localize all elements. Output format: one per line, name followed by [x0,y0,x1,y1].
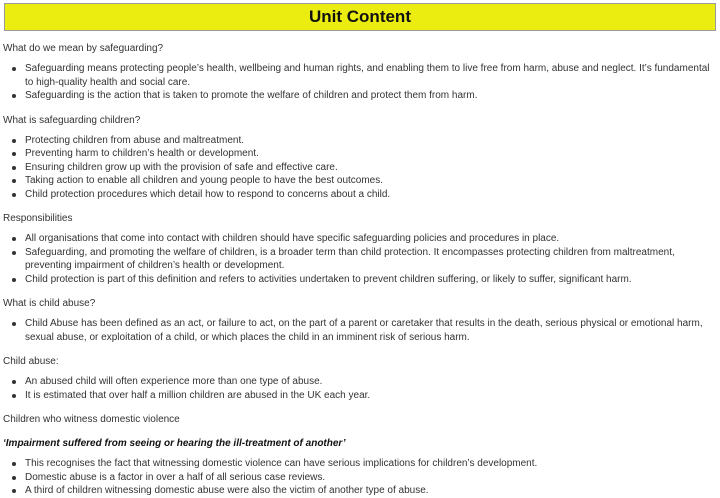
list-item: This recognises the fact that witnessing domestic violence can have serious implications for children’s development. [25,457,714,471]
page-title: Unit Content [309,7,411,26]
list-item: Taking action to enable all children and young people to have the best outcomes. [25,174,714,188]
list-item: Safeguarding, and promoting the welfare of children, is a broader term than child protection. It encompasses protecting children from maltreatment, preventing impairment of children’s health or development. [25,246,714,273]
list-item: An abused child will often experience more than one type of abuse. [25,375,714,389]
list-item: A third of children witnessing domestic abuse were also the victim of another type of abuse. [25,484,714,498]
section-heading-domestic-violence: Children who witness domestic violence [3,414,180,425]
bullet-list-child-abuse [3,317,714,344]
list-item: Child protection procedures which detail how to respond to concerns about a child. [25,188,714,202]
content-body [0,42,720,498]
unit-content-header [4,3,716,31]
bullet-list-safeguarding-children [3,134,714,202]
section-heading-safeguarding-meaning: What do we mean by safeguarding? [3,43,164,54]
list-item: Child protection is part of this definition and refers to activities undertaken to prevent children suffering, or likely to suffer, significant harm. [25,273,714,287]
section-heading-child-abuse: What is child abuse? [3,298,96,309]
list-item: Safeguarding means protecting people’s health, wellbeing and human rights, and enabling them to live free from harm, abuse and neglect. It’s fundamental to high-quality health and social care. [25,62,714,89]
bullet-list-domestic-violence [3,457,714,498]
list-item: Safeguarding is the action that is taken to promote the welfare of children and protect them from harm. [25,89,714,103]
section-heading-safeguarding-children: What is safeguarding children? [3,114,141,126]
impairment-quote: ‘Impairment suffered from seeing or hearing the ill-treatment of another’ [3,438,346,449]
bullet-list-responsibilities [3,232,714,286]
list-item: All organisations that come into contact with children should have specific safeguarding policies and procedures in place. [25,232,714,246]
list-item: Domestic abuse is a factor in over a half of all serious case reviews. [25,471,714,485]
section-heading-child-abuse-facts: Child abuse: [3,356,59,367]
list-item: Child Abuse has been defined as an act, or failure to act, on the part of a parent or caretaker that results in the death, serious physical or emotional harm, sexual abuse, or exploitation of a child, or which places the child in an imminent risk of serious harm. [25,317,714,344]
bullet-list-safeguarding-meaning [3,62,714,103]
bullet-list-child-abuse-facts [3,375,714,402]
section-heading-responsibilities: Responsibilities [3,213,73,224]
list-item: It is estimated that over half a million children are abused in the UK each year. [25,389,714,403]
list-item: Preventing harm to children’s health or development. [25,147,714,161]
list-item: Protecting children from abuse and maltreatment. [25,134,714,148]
list-item: Ensuring children grow up with the provision of safe and effective care. [25,161,714,175]
